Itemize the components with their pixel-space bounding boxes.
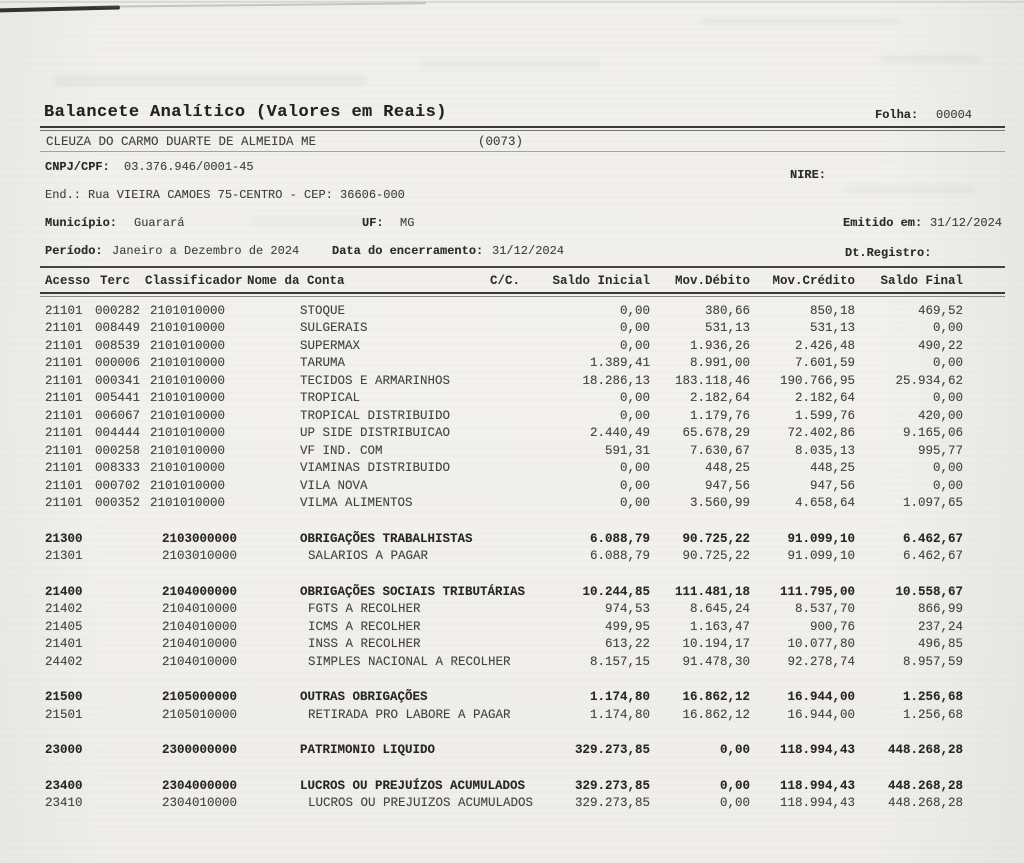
municipio-label: Município: bbox=[45, 216, 118, 230]
folha-label: Folha: bbox=[875, 108, 919, 122]
cell-saldo-inicial: 0,00 bbox=[619, 478, 650, 493]
cell-saldo-inicial: 0,00 bbox=[619, 461, 650, 476]
table-row bbox=[45, 390, 965, 408]
table-row bbox=[45, 618, 965, 636]
table-row bbox=[45, 795, 965, 813]
cell-mov-debito: 0,00 bbox=[719, 796, 750, 811]
table-row bbox=[45, 355, 965, 373]
cell-saldo-final: 420,00 bbox=[917, 408, 963, 423]
table-row bbox=[45, 425, 965, 443]
table-row bbox=[45, 636, 965, 654]
header-terc: Terc bbox=[100, 274, 131, 288]
registro-label: Dt.Registro: bbox=[845, 246, 932, 260]
cell-saldo-inicial: 0,00 bbox=[619, 408, 650, 423]
cell-classificador: 2101010000 bbox=[150, 461, 226, 476]
cell-mov-debito: 183.118,46 bbox=[674, 373, 750, 388]
table-row bbox=[45, 706, 965, 724]
cell-mov-credito: 91.099,10 bbox=[787, 549, 855, 564]
cell-saldo-final: 995,77 bbox=[917, 443, 963, 458]
cell-terc: 008539 bbox=[95, 338, 141, 353]
cell-mov-debito: 531,13 bbox=[704, 321, 750, 336]
cell-mov-credito: 1.599,76 bbox=[794, 408, 855, 423]
cell-saldo-inicial: 10.244,85 bbox=[582, 584, 650, 599]
cell-terc: 000702 bbox=[95, 478, 141, 493]
table-row bbox=[45, 302, 965, 320]
cell-classificador: 2101010000 bbox=[150, 356, 226, 371]
cell-acesso: 21101 bbox=[45, 321, 83, 336]
cell-saldo-inicial: 0,00 bbox=[619, 321, 650, 336]
table-row bbox=[45, 460, 965, 478]
cell-mov-debito: 16.862,12 bbox=[682, 707, 750, 722]
cell-saldo-final: 469,52 bbox=[917, 303, 963, 318]
cnpj-label: CNPJ/CPF: bbox=[45, 160, 110, 174]
cell-mov-credito: 92.278,74 bbox=[787, 654, 855, 669]
cell-saldo-final: 496,85 bbox=[917, 637, 963, 652]
cell-acesso: 23400 bbox=[45, 778, 83, 793]
cell-nome-da-conta: OBRIGAÇÕES TRABALHISTAS bbox=[300, 531, 473, 546]
nire-label: NIRE: bbox=[790, 168, 827, 182]
cell-acesso: 23000 bbox=[45, 743, 83, 758]
cell-saldo-final: 448.268,28 bbox=[887, 778, 963, 793]
cell-classificador: 2103000000 bbox=[162, 531, 238, 546]
company-code: (0073) bbox=[478, 135, 524, 149]
cell-classificador: 2101010000 bbox=[150, 338, 226, 353]
cell-mov-credito: 16.944,00 bbox=[787, 690, 855, 705]
cell-classificador: 2104010000 bbox=[162, 654, 238, 669]
cell-classificador: 2101010000 bbox=[150, 426, 226, 441]
cell-saldo-final: 1.097,65 bbox=[902, 496, 963, 511]
cell-terc: 000282 bbox=[95, 303, 141, 318]
bleed-through-artifact bbox=[700, 18, 900, 25]
cell-terc: 008333 bbox=[95, 461, 141, 476]
cell-nome-da-conta: VILA NOVA bbox=[300, 478, 368, 493]
cell-nome-da-conta: SUPERMAX bbox=[300, 338, 361, 353]
cell-mov-debito: 90.725,22 bbox=[682, 549, 750, 564]
cell-classificador: 2104010000 bbox=[162, 637, 238, 652]
cell-saldo-final: 0,00 bbox=[932, 461, 963, 476]
table-row bbox=[45, 548, 965, 566]
emitido-value: 31/12/2024 bbox=[930, 216, 1003, 230]
cell-saldo-inicial: 0,00 bbox=[619, 338, 650, 353]
cell-saldo-inicial: 18.286,13 bbox=[582, 373, 650, 388]
cell-saldo-final: 0,00 bbox=[932, 321, 963, 336]
cell-mov-credito: 8.537,70 bbox=[794, 602, 855, 617]
table-row bbox=[45, 320, 965, 338]
cell-mov-credito: 118.994,43 bbox=[779, 796, 855, 811]
cell-saldo-inicial: 6.088,79 bbox=[589, 531, 650, 546]
cell-mov-debito: 380,66 bbox=[704, 303, 750, 318]
cell-mov-credito: 531,13 bbox=[809, 321, 855, 336]
cell-saldo-final: 0,00 bbox=[932, 356, 963, 371]
uf-label: UF: bbox=[362, 216, 384, 230]
cell-nome-da-conta: TROPICAL DISTRIBUIDO bbox=[300, 408, 451, 423]
cell-classificador: 2101010000 bbox=[150, 496, 226, 511]
title-divider bbox=[40, 126, 1005, 131]
cell-mov-credito: 900,76 bbox=[809, 619, 855, 634]
cell-nome-da-conta: STOQUE bbox=[300, 303, 346, 318]
cell-acesso: 21401 bbox=[45, 637, 83, 652]
bleed-through-artifact bbox=[880, 55, 980, 64]
cell-mov-debito: 8.991,00 bbox=[689, 356, 750, 371]
cell-nome-da-conta: VILMA ALIMENTOS bbox=[300, 496, 413, 511]
cell-saldo-final: 448.268,28 bbox=[887, 796, 963, 811]
cell-acesso: 21500 bbox=[45, 690, 83, 705]
cell-classificador: 2101010000 bbox=[150, 478, 226, 493]
cell-nome-da-conta: FGTS A RECOLHER bbox=[308, 602, 421, 617]
cell-mov-debito: 1.936,26 bbox=[689, 338, 750, 353]
cell-nome-da-conta: TARUMA bbox=[300, 356, 346, 371]
cell-mov-credito: 190.766,95 bbox=[779, 373, 855, 388]
table-spacer bbox=[45, 565, 965, 583]
cell-saldo-inicial: 329.273,85 bbox=[574, 778, 650, 793]
cell-classificador: 2104010000 bbox=[162, 602, 238, 617]
cell-saldo-final: 25.934,62 bbox=[895, 373, 963, 388]
table-spacer bbox=[45, 759, 965, 777]
cell-nome-da-conta: TECIDOS E ARMARINHOS bbox=[300, 373, 451, 388]
cell-mov-credito: 16.944,00 bbox=[787, 707, 855, 722]
uf-value: MG bbox=[400, 216, 415, 230]
cell-nome-da-conta: PATRIMONIO LIQUIDO bbox=[300, 743, 436, 758]
cell-acesso: 21402 bbox=[45, 602, 83, 617]
cell-classificador: 2101010000 bbox=[150, 443, 226, 458]
cell-saldo-final: 448.268,28 bbox=[887, 743, 963, 758]
cell-mov-debito: 8.645,24 bbox=[689, 602, 750, 617]
cell-acesso: 21101 bbox=[45, 496, 83, 511]
cell-nome-da-conta: SALARIOS A PAGAR bbox=[308, 549, 429, 564]
cell-mov-credito: 8.035,13 bbox=[794, 443, 855, 458]
header-cc: C/C. bbox=[490, 274, 521, 288]
cell-saldo-inicial: 613,22 bbox=[604, 637, 650, 652]
cell-acesso: 21101 bbox=[45, 303, 83, 318]
periodo-value: Janeiro a Dezembro de 2024 bbox=[112, 244, 300, 258]
bleed-through-artifact bbox=[420, 60, 600, 68]
cell-nome-da-conta: LUCROS OU PREJUÍZOS ACUMULADOS bbox=[300, 778, 526, 793]
cell-classificador: 2103010000 bbox=[162, 549, 238, 564]
cell-mov-debito: 947,56 bbox=[704, 478, 750, 493]
header-saldo-final: Saldo Final bbox=[880, 274, 963, 288]
cell-terc: 000341 bbox=[95, 373, 141, 388]
cnpj-value: 03.376.946/0001-45 bbox=[124, 160, 254, 174]
cell-saldo-final: 0,00 bbox=[932, 391, 963, 406]
scan-corner-mark-faint bbox=[96, 2, 426, 7]
cell-terc: 000006 bbox=[95, 356, 141, 371]
table-row bbox=[45, 372, 965, 390]
scan-page-edge bbox=[0, 1, 1024, 3]
table-row bbox=[45, 601, 965, 619]
cell-nome-da-conta: ICMS A RECOLHER bbox=[308, 619, 421, 634]
table-row bbox=[45, 583, 965, 601]
table-body bbox=[45, 302, 965, 812]
cell-nome-da-conta: OBRIGAÇÕES SOCIAIS TRIBUTÁRIAS bbox=[300, 584, 526, 599]
emitido-label: Emitido em: bbox=[843, 216, 923, 230]
cell-nome-da-conta: SIMPLES NACIONAL A RECOLHER bbox=[308, 654, 511, 669]
cell-saldo-inicial: 0,00 bbox=[619, 303, 650, 318]
table-spacer bbox=[45, 671, 965, 689]
bleed-through-artifact bbox=[250, 218, 370, 226]
cell-acesso: 21501 bbox=[45, 707, 83, 722]
cell-nome-da-conta: VIAMINAS DISTRIBUIDO bbox=[300, 461, 451, 476]
cell-saldo-final: 9.165,06 bbox=[902, 426, 963, 441]
page-title: Balancete Analítico (Valores em Reais) bbox=[44, 103, 447, 122]
cell-mov-debito: 0,00 bbox=[719, 778, 750, 793]
cell-classificador: 2101010000 bbox=[150, 391, 226, 406]
cell-mov-debito: 90.725,22 bbox=[682, 531, 750, 546]
cell-mov-debito: 65.678,29 bbox=[682, 426, 750, 441]
table-row bbox=[45, 337, 965, 355]
cell-acesso: 21101 bbox=[45, 461, 83, 476]
encerramento-value: 31/12/2024 bbox=[492, 244, 565, 258]
header-mov-credito: Mov.Crédito bbox=[772, 274, 855, 288]
table-row bbox=[45, 653, 965, 671]
cell-saldo-inicial: 2.440,49 bbox=[589, 426, 650, 441]
cell-mov-debito: 448,25 bbox=[704, 461, 750, 476]
cell-mov-debito: 10.194,17 bbox=[682, 637, 750, 652]
cell-saldo-inicial: 0,00 bbox=[619, 391, 650, 406]
table-row bbox=[45, 407, 965, 425]
cell-nome-da-conta: LUCROS OU PREJUIZOS ACUMULADOS bbox=[308, 796, 534, 811]
folha-value: 00004 bbox=[936, 108, 973, 122]
cell-classificador: 2105010000 bbox=[162, 707, 238, 722]
cell-acesso: 21300 bbox=[45, 531, 83, 546]
header-acesso: Acesso bbox=[45, 274, 91, 288]
cell-saldo-final: 6.462,67 bbox=[902, 549, 963, 564]
cell-terc: 000258 bbox=[95, 443, 141, 458]
address-label: End.: bbox=[45, 188, 82, 202]
table-header bbox=[45, 274, 963, 288]
cell-mov-credito: 72.402,86 bbox=[787, 426, 855, 441]
cell-acesso: 21101 bbox=[45, 373, 83, 388]
cell-acesso: 21101 bbox=[45, 426, 83, 441]
table-row bbox=[45, 689, 965, 707]
cell-mov-credito: 947,56 bbox=[809, 478, 855, 493]
address-value: Rua VIEIRA CAMOES 75-CENTRO - CEP: 36606-000 bbox=[88, 188, 405, 202]
cell-acesso: 21101 bbox=[45, 356, 83, 371]
cell-mov-debito: 3.560,99 bbox=[689, 496, 750, 511]
cell-saldo-inicial: 1.174,80 bbox=[589, 690, 650, 705]
header-mov-debito: Mov.Débito bbox=[674, 274, 750, 288]
cell-saldo-final: 490,22 bbox=[917, 338, 963, 353]
cell-mov-credito: 118.994,43 bbox=[779, 778, 855, 793]
cell-nome-da-conta: RETIRADA PRO LABORE A PAGAR bbox=[308, 707, 511, 722]
cell-saldo-final: 0,00 bbox=[932, 478, 963, 493]
cell-saldo-inicial: 0,00 bbox=[619, 496, 650, 511]
cell-saldo-inicial: 974,53 bbox=[604, 602, 650, 617]
cell-saldo-inicial: 591,31 bbox=[604, 443, 650, 458]
cell-terc: 006067 bbox=[95, 408, 141, 423]
table-spacer bbox=[45, 724, 965, 742]
cell-mov-debito: 7.630,67 bbox=[689, 443, 750, 458]
cell-mov-debito: 1.179,76 bbox=[689, 408, 750, 423]
cell-mov-credito: 448,25 bbox=[809, 461, 855, 476]
cell-classificador: 2105000000 bbox=[162, 690, 238, 705]
cell-saldo-final: 866,99 bbox=[917, 602, 963, 617]
cell-classificador: 2104000000 bbox=[162, 584, 238, 599]
cell-saldo-inicial: 499,95 bbox=[604, 619, 650, 634]
cell-saldo-inicial: 329.273,85 bbox=[574, 796, 650, 811]
header-saldo-inicial: Saldo Inicial bbox=[552, 274, 650, 288]
cell-acesso: 21101 bbox=[45, 443, 83, 458]
cell-acesso: 21101 bbox=[45, 478, 83, 493]
cell-mov-credito: 111.795,00 bbox=[779, 584, 855, 599]
cell-acesso: 21101 bbox=[45, 338, 83, 353]
cell-acesso: 21405 bbox=[45, 619, 83, 634]
cell-mov-debito: 2.182,64 bbox=[689, 391, 750, 406]
cell-acesso: 23410 bbox=[45, 796, 83, 811]
cell-mov-credito: 10.077,80 bbox=[787, 637, 855, 652]
cell-nome-da-conta: VF IND. COM bbox=[300, 443, 383, 458]
cell-classificador: 2101010000 bbox=[150, 373, 226, 388]
cell-acesso: 21101 bbox=[45, 408, 83, 423]
company-name: CLEUZA DO CARMO DUARTE DE ALMEIDA ME bbox=[46, 135, 317, 149]
cell-classificador: 2101010000 bbox=[150, 321, 226, 336]
cell-mov-credito: 850,18 bbox=[809, 303, 855, 318]
table-row bbox=[45, 742, 965, 760]
cell-mov-debito: 16.862,12 bbox=[682, 690, 750, 705]
table-row bbox=[45, 442, 965, 460]
cell-classificador: 2104010000 bbox=[162, 619, 238, 634]
cell-mov-credito: 2.182,64 bbox=[794, 391, 855, 406]
cell-classificador: 2304010000 bbox=[162, 796, 238, 811]
header-nome-da-conta: Nome da Conta bbox=[247, 274, 345, 288]
cell-classificador: 2101010000 bbox=[150, 408, 226, 423]
encerramento-label: Data do encerramento: bbox=[332, 244, 484, 258]
cell-mov-debito: 0,00 bbox=[719, 743, 750, 758]
cell-saldo-final: 1.256,68 bbox=[902, 690, 963, 705]
cell-classificador: 2101010000 bbox=[150, 303, 226, 318]
cell-saldo-final: 6.462,67 bbox=[902, 531, 963, 546]
cell-nome-da-conta: TROPICAL bbox=[300, 391, 361, 406]
cell-mov-debito: 111.481,18 bbox=[674, 584, 750, 599]
cell-mov-debito: 1.163,47 bbox=[689, 619, 750, 634]
cell-saldo-inicial: 1.389,41 bbox=[589, 356, 650, 371]
cell-terc: 004444 bbox=[95, 426, 141, 441]
cell-mov-credito: 91.099,10 bbox=[787, 531, 855, 546]
cell-saldo-inicial: 329.273,85 bbox=[574, 743, 650, 758]
bleed-through-artifact bbox=[845, 185, 975, 194]
table-row bbox=[45, 530, 965, 548]
cell-acesso: 21400 bbox=[45, 584, 83, 599]
table-header-rule bbox=[40, 292, 1005, 297]
cell-saldo-inicial: 8.157,15 bbox=[589, 654, 650, 669]
cell-terc: 005441 bbox=[95, 391, 141, 406]
cell-nome-da-conta: SULGERAIS bbox=[300, 321, 368, 336]
company-divider bbox=[40, 151, 1005, 152]
cell-classificador: 2304000000 bbox=[162, 778, 238, 793]
table-row bbox=[45, 777, 965, 795]
cell-mov-credito: 118.994,43 bbox=[779, 743, 855, 758]
bleed-through-artifact bbox=[55, 75, 365, 86]
municipio-value: Guarará bbox=[134, 216, 185, 230]
table-row bbox=[45, 477, 965, 495]
cell-saldo-inicial: 6.088,79 bbox=[589, 549, 650, 564]
cell-mov-credito: 2.426,48 bbox=[794, 338, 855, 353]
cell-nome-da-conta: INSS A RECOLHER bbox=[308, 637, 421, 652]
cell-classificador: 2300000000 bbox=[162, 743, 238, 758]
cell-nome-da-conta: OUTRAS OBRIGAÇÕES bbox=[300, 690, 428, 705]
header-classificador: Classificador bbox=[145, 274, 243, 288]
cell-saldo-inicial: 1.174,80 bbox=[589, 707, 650, 722]
cell-acesso: 21301 bbox=[45, 549, 83, 564]
periodo-label: Período: bbox=[45, 244, 103, 258]
cell-mov-debito: 91.478,30 bbox=[682, 654, 750, 669]
cell-nome-da-conta: UP SIDE DISTRIBUICAO bbox=[300, 426, 451, 441]
table-row bbox=[45, 495, 965, 513]
cell-saldo-final: 237,24 bbox=[917, 619, 963, 634]
cell-acesso: 24402 bbox=[45, 654, 83, 669]
cell-mov-credito: 7.601,59 bbox=[794, 356, 855, 371]
cell-acesso: 21101 bbox=[45, 391, 83, 406]
cell-terc: 000352 bbox=[95, 496, 141, 511]
cell-saldo-final: 8.957,59 bbox=[902, 654, 963, 669]
table-spacer bbox=[45, 512, 965, 530]
cell-terc: 008449 bbox=[95, 321, 141, 336]
cell-saldo-final: 1.256,68 bbox=[902, 707, 963, 722]
table-top-rule bbox=[40, 266, 1005, 268]
cell-saldo-final: 10.558,67 bbox=[895, 584, 963, 599]
cell-mov-credito: 4.658,64 bbox=[794, 496, 855, 511]
